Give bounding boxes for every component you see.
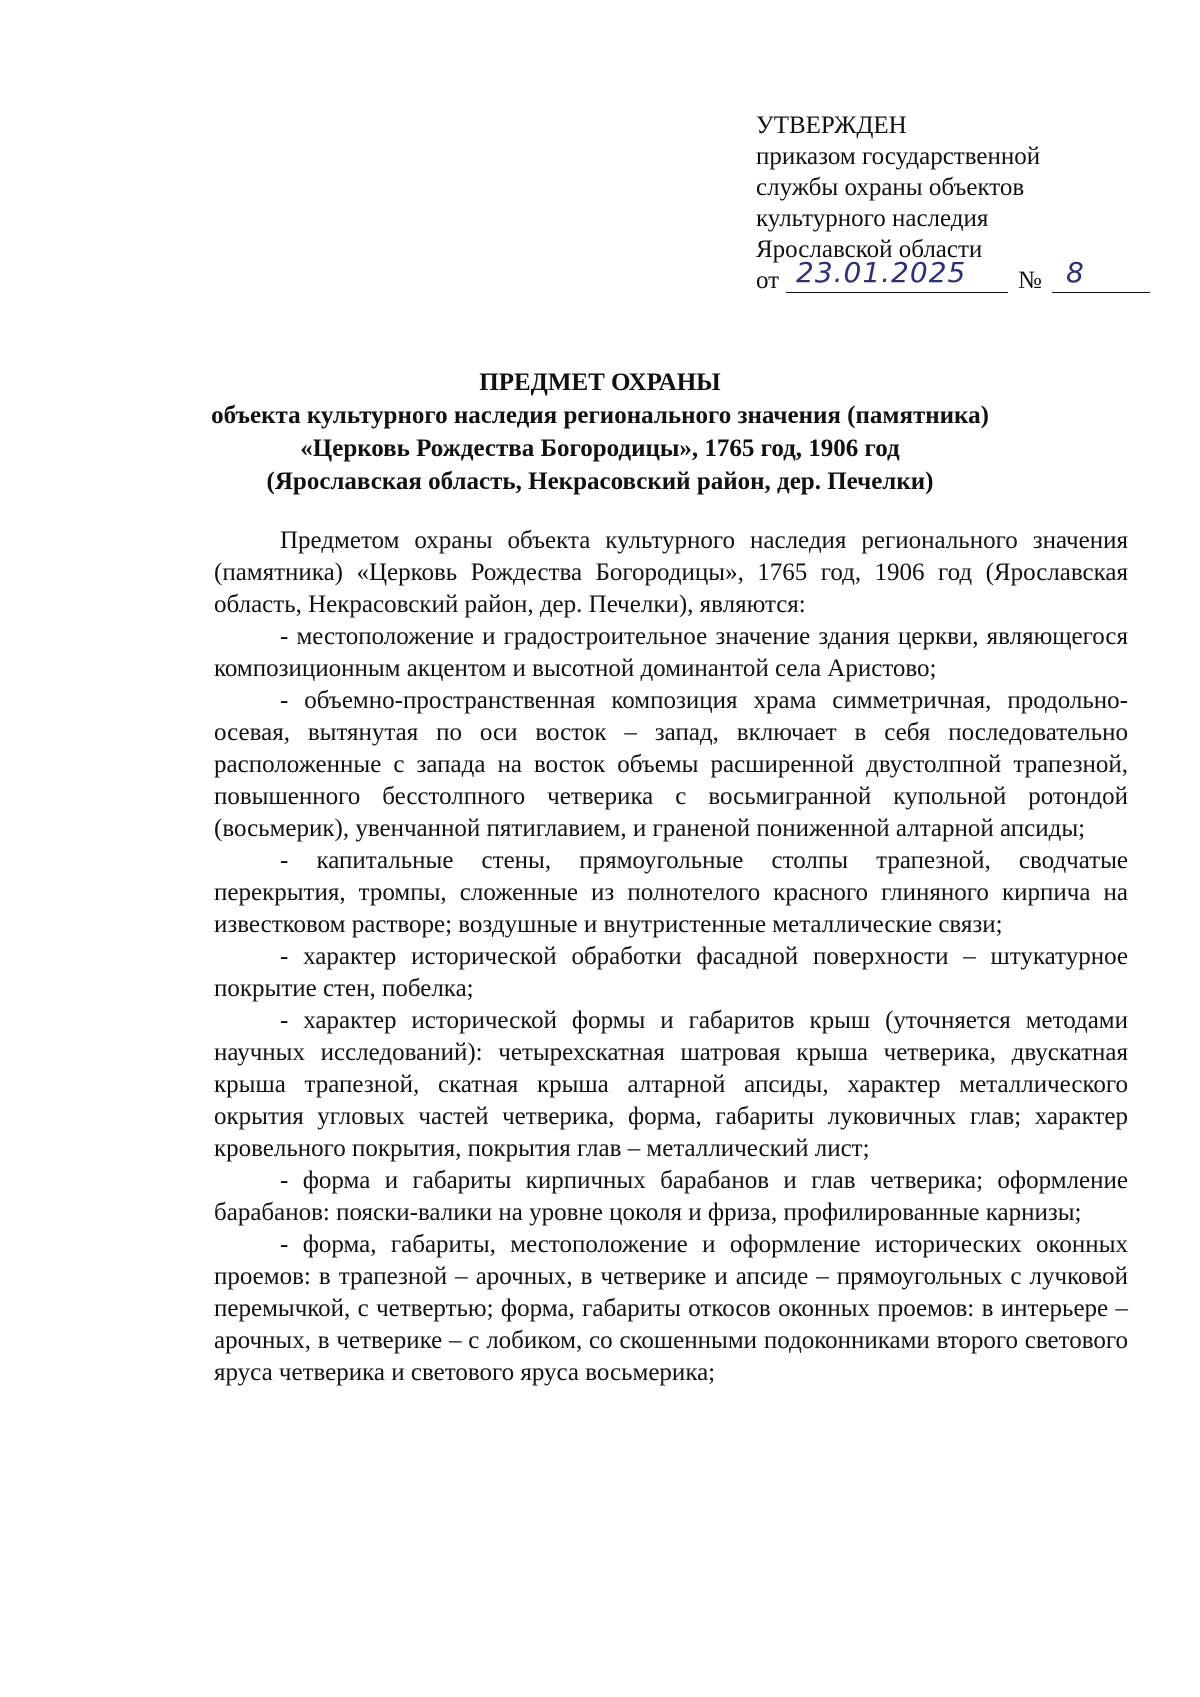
number-prefix: №	[1018, 267, 1042, 294]
handwritten-number: 8	[1066, 256, 1085, 289]
approval-line: службы охраны объектов	[756, 174, 1025, 201]
body-paragraph: - характер исторической обработки фасадной поверхности – штукатурное покрытие стен, побелка;	[214, 943, 1128, 1002]
document-subtitle-line: «Церковь Рождества Богородицы», 1765 год, 1906 год	[300, 435, 900, 462]
approval-line: Ярославской области	[756, 236, 983, 263]
body-paragraph: - характер исторической формы и габаритов крыш (уточняется методами научных исследований): четырехскатная шатровая крыша четверика, двускатная крыша трапезной, скатная крыша алтарной апсиды, характер металлического окрытия угловых частей четверика, форма, габариты луковичных глав; характер кровельного покрытия, покрытия глав – металлический лист;	[214, 1007, 1128, 1162]
body-paragraph: - форма, габариты, местоположение и оформление исторических оконных проемов: в трапезной – арочных, в четверике и апсиде – прямоугольных с лучковой перемычкой, с четвертью; форма, габариты откосов оконных проемов: в интерьере – арочных, в четверике – с лобиком, со скошенными подоконниками второго светового яруса четверика и светового яруса восьмерика;	[214, 1231, 1128, 1386]
approval-heading: УТВЕРЖДЕН	[756, 112, 907, 139]
document-subtitle-line: объекта культурного наследия регионального значения (памятника)	[211, 402, 989, 429]
document-body	[214, 525, 1128, 1389]
body-paragraph: - объемно-пространственная композиция храма симметричная, продольно-осевая, вытянутая по оси восток – запад, включает в себя последовательно расположенные с запада на восток объемы расширенной двустолпной трапезной, повышенного бесстолпного четверика с восьмигранной купольной ротондой (восьмерик), увенчанной пятиглавием, и граненой пониженной алтарной апсиды;	[214, 687, 1128, 842]
body-paragraph: - местоположение и градостроительное значение здания церкви, являющегося композиционным акцентом и высотной доминантой села Аристово;	[214, 623, 1128, 682]
document-subtitle-line: (Ярославская область, Некрасовский район, дер. Печелки)	[266, 468, 934, 495]
date-prefix: от	[756, 267, 780, 294]
handwritten-date: 23.01.2025	[796, 256, 967, 289]
approval-line: приказом государственной	[756, 143, 1041, 170]
body-paragraph: Предметом охраны объекта культурного наследия регионального значения (памятника) «Церковь Рождества Богородицы», 1765 год, 1906 год (Ярославская область, Некрасовский район, дер. Печелки), являются:	[214, 527, 1128, 618]
body-paragraph: - форма и габариты кирпичных барабанов и глав четверика; оформление барабанов: пояски-валики на уровне цоколя и фриза, профилированные карнизы;	[214, 1167, 1128, 1226]
approval-line: культурного наследия	[756, 205, 989, 232]
approval-date-line	[756, 256, 1085, 296]
body-paragraph: - капитальные стены, прямоугольные столпы трапезной, сводчатые перекрытия, тромпы, сложенные из полнотелого красного глиняного кирпича на известковом растворе; воздушные и внутристенные металлические связи;	[214, 847, 1128, 938]
document-title: ПРЕДМЕТ ОХРАНЫ	[479, 369, 721, 396]
approval-stamp-block	[756, 110, 1085, 296]
document-title-block	[0, 366, 1200, 498]
